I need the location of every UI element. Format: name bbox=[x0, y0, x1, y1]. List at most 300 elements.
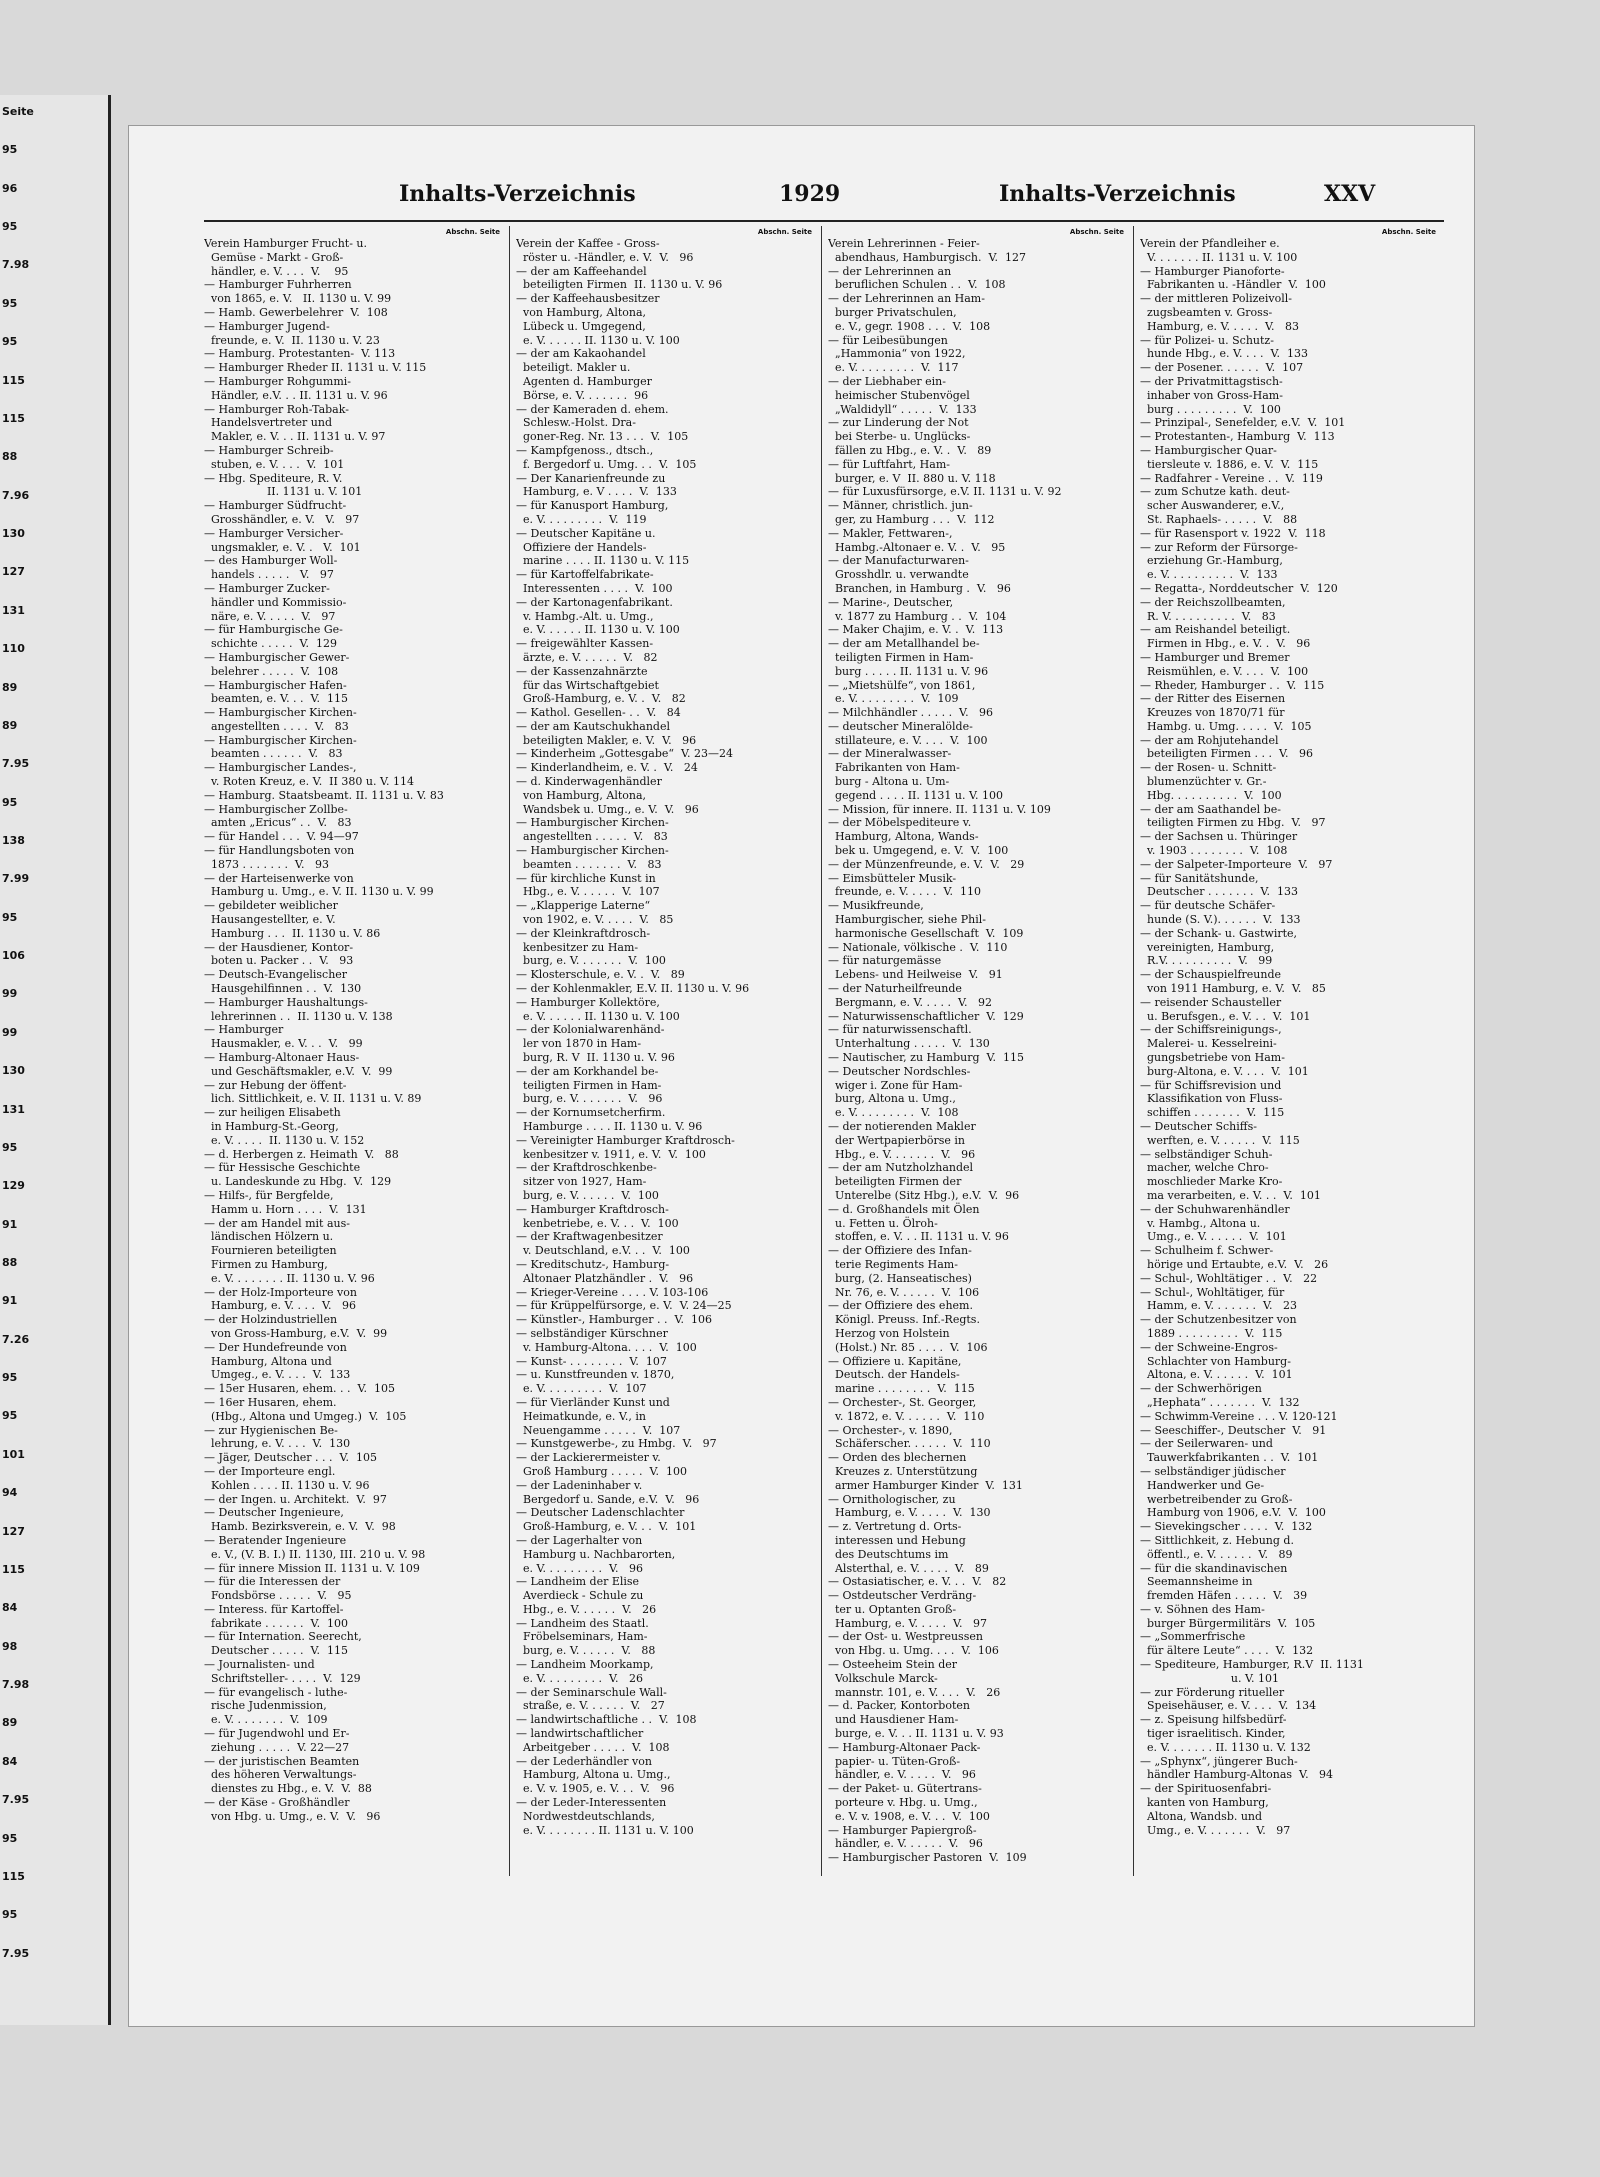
index-entry-line: lehrung, e. V. . . . V. 130 bbox=[204, 1437, 351, 1451]
index-entry-line: v. Hambg., Altona u. bbox=[1140, 1216, 1261, 1230]
index-entry-line: — Deutsch-Evangelischer bbox=[204, 968, 348, 982]
index-entry-line: — u. Kunstfreunden v. 1870, bbox=[516, 1368, 675, 1382]
index-entry-line: — für evangelisch - luthe- bbox=[204, 1685, 348, 1699]
index-entry-line: straße, e. V. . . . . . V. 27 bbox=[516, 1699, 665, 1713]
index-entry-line: — der Lagerhalter von bbox=[516, 1533, 643, 1547]
index-entry-line: — Hamburger Versicher- bbox=[204, 526, 344, 540]
index-entry-line: ger, zu Hamburg . . . V. 112 bbox=[828, 512, 995, 526]
index-entry-line: — Offiziere u. Kapitäne, bbox=[828, 1354, 962, 1368]
index-entry-line: — der am Kautschukhandel bbox=[516, 719, 671, 733]
margin-page-number: 127 bbox=[2, 1524, 25, 1538]
margin-page-number: 115 bbox=[2, 1869, 25, 1883]
index-entry-line: Schlachter von Hamburg- bbox=[1140, 1354, 1291, 1368]
header-left-title: Inhalts-Verzeichnis bbox=[399, 181, 636, 207]
page-number: XXV bbox=[1324, 181, 1376, 207]
index-entry-line: — Hamb. Gewerbelehrer V. 108 bbox=[204, 305, 388, 319]
index-entry-line: — der am Saathandel be- bbox=[1140, 802, 1281, 816]
column-heading: Abschn. Seite bbox=[1069, 228, 1124, 236]
index-entry-line: — d. Herbergen z. Heimath V. 88 bbox=[204, 1147, 399, 1161]
index-entry-line: Tauwerkfabrikanten . . V. 101 bbox=[1140, 1451, 1319, 1465]
index-entry-line: — der Lehrerinnen an bbox=[828, 264, 952, 278]
index-entry-line: Hausangestellter, e. V. bbox=[204, 913, 336, 927]
index-entry-line: — der Mineralwasser- bbox=[828, 747, 952, 761]
index-entry-line: — Landheim der Elise bbox=[516, 1575, 640, 1589]
index-entry-line: — der Ingen. u. Architekt. V. 97 bbox=[204, 1492, 387, 1506]
index-entry-line: werbetreibender zu Groß- bbox=[1140, 1492, 1293, 1506]
index-entry-line: — Hamburgischer Kirchen- bbox=[516, 844, 669, 858]
index-entry-line: — der Kohlenmakler, E.V. II. 1130 u. V. 96 bbox=[516, 982, 750, 996]
index-entry-line: — Rheder, Hamburger . . V. 115 bbox=[1140, 678, 1325, 692]
index-entry-line: — Hamburgischer Kirchen- bbox=[204, 706, 357, 720]
index-entry-line: — Eimsbütteler Musik- bbox=[828, 871, 957, 885]
index-entry-line: von 1902, e. V. . . . . V. 85 bbox=[516, 913, 674, 927]
index-entry-line: — Hamburger Pianoforte- bbox=[1140, 264, 1285, 278]
index-entry-line: Gemüse - Markt - Groß- bbox=[204, 250, 344, 264]
index-entry-line: Umgeg., e. V. . . . V. 133 bbox=[204, 1368, 351, 1382]
index-entry-line: bei Sterbe- u. Unglücks- bbox=[828, 430, 971, 444]
index-entry-line: Hamburg u. Umg., e. V. II. 1130 u. V. 99 bbox=[204, 885, 434, 899]
margin-page-number: 115 bbox=[2, 411, 25, 425]
index-entry-line: — Hamburg. Staatsbeamt. II. 1131 u. V. 83 bbox=[204, 788, 444, 802]
margin-page-number: 95 bbox=[2, 1908, 18, 1922]
index-entry-line: Verein Lehrerinnen - Feier- bbox=[828, 237, 980, 250]
index-entry-line: beteiligten Firmen . . . V. 96 bbox=[1140, 747, 1313, 761]
index-entry-line: v. Hambg.-Alt. u. Umg., bbox=[516, 609, 654, 623]
index-entry-line: armer Hamburger Kinder V. 131 bbox=[828, 1478, 1023, 1492]
index-entry-line: — für Leibesübungen bbox=[828, 333, 948, 347]
margin-page-number: 7.95 bbox=[2, 1793, 30, 1807]
index-entry-line: — Deutscher Kapitäne u. bbox=[516, 526, 656, 540]
index-entry-line: burg, Altona u. Umg., bbox=[828, 1092, 956, 1106]
index-entry-line: v. Deutschland, e.V. . . V. 100 bbox=[516, 1244, 690, 1258]
index-entry-line: Averdieck - Schule zu bbox=[516, 1589, 644, 1603]
index-entry-line: — Hamburger Haushaltungs- bbox=[204, 995, 368, 1009]
index-entry-line: burge, e. V. . . II. 1131 u. V. 93 bbox=[828, 1727, 1004, 1741]
index-entry-line: — Hamburger Rheder II. 1131 u. V. 115 bbox=[204, 361, 427, 375]
index-entry-line: Fabrikanten von Ham- bbox=[828, 761, 960, 775]
index-entry-line: von Hamburg, Altona, bbox=[516, 788, 647, 802]
index-entry-line: e. V. . . . . . . . II. 1130 u. V. 96 bbox=[204, 1271, 375, 1285]
index-entry-line: — der Manufacturwaren- bbox=[828, 554, 969, 568]
index-entry-line: — für Luftfahrt, Ham- bbox=[828, 457, 950, 471]
index-entry-line: — der Salpeter-Importeure V. 97 bbox=[1140, 857, 1333, 871]
index-entry-line: Börse, e. V. . . . . . . 96 bbox=[516, 388, 649, 402]
index-entry-line: scher Auswanderer, e.V., bbox=[1140, 499, 1285, 513]
index-entry-line: — der Seilerwaren- und bbox=[1140, 1437, 1273, 1451]
margin-page-number: 95 bbox=[2, 1140, 18, 1154]
index-entry-line: — Hamburg. Protestanten- V. 113 bbox=[204, 347, 396, 361]
margin-page-number: 84 bbox=[2, 1754, 18, 1768]
index-entry-line: u. Landeskunde zu Hbg. V. 129 bbox=[204, 1175, 392, 1189]
index-entry-line: — Hamburger Jugend- bbox=[204, 319, 330, 333]
index-entry-line: e. V. . . . . . . . V. 109 bbox=[204, 1713, 328, 1727]
margin-page-number: 88 bbox=[2, 450, 18, 464]
index-entry-line: Nordwestdeutschlands, bbox=[516, 1809, 655, 1823]
index-entry-line: — Kinderheim „Gottesgabe“ V. 23—24 bbox=[516, 747, 734, 761]
index-entry-line: Malerei- u. Kesselreini- bbox=[1140, 1037, 1277, 1051]
index-entry-line: — Sievekingscher . . . . V. 132 bbox=[1140, 1520, 1313, 1534]
index-entry-line: II. 1131 u. V. 101 bbox=[204, 485, 363, 499]
index-entry-line: teiligten Firmen in Ham- bbox=[828, 650, 974, 664]
index-entry-line: beteiligten Makler, e. V. V. 96 bbox=[516, 733, 697, 747]
index-entry-line: — Prinzipal-, Senefelder, e.V. V. 101 bbox=[1140, 416, 1346, 430]
index-entry-line: — der Schutzenbesitzer von bbox=[1140, 1313, 1297, 1327]
index-entry-line: Kreuzes von 1870/71 für bbox=[1140, 706, 1285, 720]
index-entry-line: des Deutschtums im bbox=[828, 1547, 949, 1561]
margin-page-number: 95 bbox=[2, 910, 18, 924]
index-entry-line: u. V. 101 bbox=[1140, 1671, 1279, 1685]
index-entry-line: — für innere Mission II. 1131 u. V. 109 bbox=[204, 1561, 420, 1575]
index-entry-line: Grosshändler, e. V. V. 97 bbox=[204, 512, 360, 526]
index-entry-line: v. 1903 . . . . . . . . V. 108 bbox=[1140, 844, 1288, 858]
index-entry-line: — der Sachsen u. Thüringer bbox=[1140, 830, 1298, 844]
index-entry-line: Hamburg . . . II. 1130 u. V. 86 bbox=[204, 926, 381, 940]
index-entry-line: Hbg. . . . . . . . . . V. 100 bbox=[1140, 788, 1282, 802]
index-entry-line: e. V. . . . . . . . . . V. 133 bbox=[1140, 568, 1278, 582]
index-entry-line: „Hammonia“ von 1922, bbox=[828, 347, 966, 361]
index-entry-line: von 1911 Hamburg, e. V. V. 85 bbox=[1140, 982, 1326, 996]
index-entry-line: Alsterthal, e. V. . . . . V. 89 bbox=[828, 1561, 989, 1575]
index-entry-line: Hamburge . . . . II. 1130 u. V. 96 bbox=[516, 1120, 703, 1133]
index-entry-line: — der am Metallhandel be- bbox=[828, 637, 980, 651]
index-entry-line: der Wertpapierbörse in bbox=[828, 1133, 966, 1147]
index-entry-line: — für Kartoffelfabrikate- bbox=[516, 568, 654, 582]
index-entry-line: händler, e. V. . . . . . V. 96 bbox=[828, 1837, 983, 1851]
margin-page-number: 94 bbox=[2, 1486, 18, 1500]
index-entry-line: 1889 . . . . . . . . . V. 115 bbox=[1140, 1326, 1283, 1340]
index-entry-line: papier- u. Tüten-Groß- bbox=[828, 1754, 961, 1768]
index-entry-line: — der am Handel mit aus- bbox=[204, 1216, 350, 1230]
margin-page-number: 91 bbox=[2, 1217, 18, 1231]
index-entry-line: 1873 . . . . . . . V. 93 bbox=[204, 857, 329, 871]
index-entry-line: tiersleute v. 1886, e. V. V. 115 bbox=[1140, 457, 1319, 471]
index-entry-line: — zum Schutze kath. deut- bbox=[1140, 485, 1290, 499]
index-entry-line: — der Schank- u. Gastwirte, bbox=[1140, 926, 1298, 940]
index-entry-line: e. V. . . . . . . . . V. 26 bbox=[516, 1671, 643, 1685]
margin-page-number: 106 bbox=[2, 949, 25, 963]
index-entry-line: — für Handlungsboten von bbox=[204, 844, 355, 858]
margin-page-number: 101 bbox=[2, 1447, 25, 1461]
index-entry-line: — Orchester-, v. 1890, bbox=[828, 1423, 953, 1437]
index-entry-line: — Hamburgischer Gewer- bbox=[204, 650, 350, 664]
index-entry-line: Fabrikanten u. -Händler V. 100 bbox=[1140, 278, 1326, 292]
index-entry-line: — der Kassenzahnärzte bbox=[516, 664, 648, 678]
index-entry-line: — der Rosen- u. Schnitt- bbox=[1140, 761, 1277, 775]
index-entry-line: v. Hamburg-Altona. . . . V. 100 bbox=[516, 1340, 697, 1354]
index-entry-line: — Milchhändler . . . . . V. 96 bbox=[828, 706, 994, 720]
margin-page-number: 95 bbox=[2, 335, 18, 349]
index-entry-line: Altonaer Platzhändler . V. 96 bbox=[516, 1271, 694, 1285]
index-entry-line: boten u. Packer . . V. 93 bbox=[204, 954, 354, 968]
index-entry-line: Deutscher . . . . . V. 115 bbox=[204, 1644, 348, 1658]
index-entry-line: hunde Hbg., e. V. . . . V. 133 bbox=[1140, 347, 1308, 361]
index-entry-line: — deutscher Mineralölde- bbox=[828, 719, 973, 733]
index-entry-line: — der Lederhändler von bbox=[516, 1754, 652, 1768]
index-entry-line: — Kathol. Gesellen- . . V. 84 bbox=[516, 706, 681, 720]
index-entry-line: — Hamburger Rohgummi- bbox=[204, 374, 351, 388]
index-entry-line: macher, welche Chro- bbox=[1140, 1161, 1269, 1175]
index-entry-line: — Hamburgischer Landes-, bbox=[204, 761, 357, 775]
index-entry-line: — „Klapperige Laterne“ bbox=[516, 899, 651, 913]
index-entry-line: — „Sphynx“, jüngerer Buch- bbox=[1140, 1754, 1298, 1768]
index-entry-line: — der Kameraden d. ehem. bbox=[516, 402, 669, 416]
index-page bbox=[128, 125, 1475, 2027]
margin-page-number: 95 bbox=[2, 296, 18, 310]
index-entry-line: e. V. . . . . . . . . V. 108 bbox=[828, 1106, 959, 1120]
index-entry-line: freunde, e. V. . . . . V. 110 bbox=[828, 885, 982, 899]
index-entry-line: dienstes zu Hbg., e. V. V. 88 bbox=[204, 1782, 372, 1796]
index-entry-line: von Hbg. u. Umg., e. V. V. 96 bbox=[204, 1809, 381, 1823]
index-entry-line: — der Ost- u. Westpreussen bbox=[828, 1630, 983, 1644]
margin-page-number: 89 bbox=[2, 1716, 18, 1730]
index-entry-line: (Hbg., Altona und Umgeg.) V. 105 bbox=[204, 1409, 407, 1423]
index-entry-line: Schlesw.-Holst. Dra- bbox=[516, 416, 636, 430]
index-entry-line: — reisender Schausteller bbox=[1140, 995, 1282, 1009]
index-entry-line: Fondsbörse . . . . . V. 95 bbox=[204, 1589, 352, 1603]
index-entry-line: Makler, e. V. . . II. 1131 u. V. 97 bbox=[204, 430, 386, 444]
index-entry-line: e. V. . . . . . II. 1130 u. V. 100 bbox=[516, 623, 680, 637]
index-entry-line: Unterelbe (Sitz Hbg.), e.V. V. 96 bbox=[828, 1188, 1020, 1202]
index-entry-line: — Hamburger Fuhrherren bbox=[204, 278, 352, 292]
index-entry-line: von Hbg. u. Umg. . . . V. 106 bbox=[828, 1644, 999, 1658]
index-entry-line: — Kinderlandheim, e. V. . V. 24 bbox=[516, 761, 698, 775]
index-entry-line: — der Offiziere des Infan- bbox=[828, 1244, 972, 1258]
index-entry-line: — der Kaffeehausbesitzer bbox=[516, 292, 660, 306]
index-entry-line: — z. Vertretung d. Orts- bbox=[828, 1520, 962, 1534]
index-entry-line: goner-Reg. Nr. 13 . . . V. 105 bbox=[516, 430, 689, 444]
index-entry-line: marine . . . . . . . . V. 115 bbox=[828, 1382, 975, 1396]
margin-page-number: 7.98 bbox=[2, 258, 30, 272]
index-entry-line: ziehung . . . . . V. 22—27 bbox=[204, 1740, 350, 1754]
index-entry-line: — Hamburg-Altonaer Pack- bbox=[828, 1740, 981, 1754]
margin-page-number: 131 bbox=[2, 603, 25, 617]
index-entry-line: — d. Großhandels mit Ölen bbox=[828, 1202, 980, 1216]
margin-page-number: 7.96 bbox=[2, 488, 30, 502]
index-entry-line: — für Sanitätshunde, bbox=[1140, 871, 1259, 885]
margin-page-number: 131 bbox=[2, 1102, 25, 1116]
index-entry-line: Hamburg, e. V. . . . . V. 130 bbox=[828, 1506, 991, 1520]
index-entry-line: — der Spirituosenfabri- bbox=[1140, 1782, 1272, 1796]
column-entries bbox=[828, 237, 1124, 1865]
index-entry-line: — Ostasiatischer, e. V. . . V. 82 bbox=[828, 1575, 1007, 1589]
index-entry-line: — der notierenden Makler bbox=[828, 1120, 976, 1133]
index-entry-line: Hambg. u. Umg. . . . . V. 105 bbox=[1140, 719, 1312, 733]
index-entry-line: öffentl., e. V. . . . . . V. 89 bbox=[1140, 1547, 1293, 1561]
index-entry-line: Agenten d. Hamburger bbox=[516, 374, 652, 388]
margin-page-number: 115 bbox=[2, 373, 25, 387]
index-entry-line: — der Offiziere des ehem. bbox=[828, 1299, 973, 1313]
index-entry-line: — Musikfreunde, bbox=[828, 899, 924, 913]
index-entry-line: v. 1872, e. V. . . . . . V. 110 bbox=[828, 1409, 985, 1423]
index-entry-line: — Deutscher Ladenschlachter bbox=[516, 1506, 685, 1520]
index-entry-line: Grosshdlr. u. verwandte bbox=[828, 568, 969, 582]
index-entry-line: Unterhaltung . . . . . V. 130 bbox=[828, 1037, 990, 1051]
margin-page-number: 84 bbox=[2, 1601, 18, 1615]
index-entry-line: werften, e. V. . . . . . V. 115 bbox=[1140, 1133, 1300, 1147]
index-entry-line: — Hamburger bbox=[204, 1023, 284, 1037]
index-entry-line: — für Kanusport Hamburg, bbox=[516, 499, 669, 513]
index-entry-line: — der Käse - Großhändler bbox=[204, 1796, 350, 1810]
index-entry-line: Altona, Wandsb. und bbox=[1140, 1809, 1263, 1823]
index-entry-line: Hambg.-Altonaer e. V. . V. 95 bbox=[828, 540, 1006, 554]
header-right-title: Inhalts-Verzeichnis bbox=[999, 181, 1236, 207]
index-entry-line: freunde, e. V. II. 1130 u. V. 23 bbox=[204, 333, 380, 347]
index-entry-line: e. V., (V. B. I.) II. 1130, III. 210 u. V. 98 bbox=[204, 1547, 426, 1561]
index-entry-line: Hbg., e. V. . . . . . . V. 96 bbox=[828, 1147, 976, 1161]
index-entry-line: e. V. v. 1905, e. V. . . V. 96 bbox=[516, 1782, 675, 1796]
index-entry-line: — der Kraftwagenbesitzer bbox=[516, 1230, 663, 1244]
index-entry-line: Groß Hamburg . . . . . V. 100 bbox=[516, 1464, 687, 1478]
index-entry-line: — Jäger, Deutscher . . . V. 105 bbox=[204, 1451, 378, 1465]
index-entry-line: — der am Rohjutehandel bbox=[1140, 733, 1279, 747]
margin-page-number: 95 bbox=[2, 143, 18, 157]
index-entry-line: — selbständiger Schuh- bbox=[1140, 1147, 1273, 1161]
index-entry-line: — für Vierländer Kunst und bbox=[516, 1395, 670, 1409]
index-entry-line: Hamburg, Altona, Wands- bbox=[828, 830, 979, 844]
index-entry-line: Hamb. Bezirksverein, e. V. V. 98 bbox=[204, 1520, 396, 1534]
index-column-4 bbox=[1140, 226, 1436, 1876]
margin-page-number: 95 bbox=[2, 1831, 18, 1845]
index-entry-line: hunde (S. V.). . . . . . V. 133 bbox=[1140, 913, 1301, 927]
index-entry-line: stillateure, e. V. . . . V. 100 bbox=[828, 733, 988, 747]
margin-page-number: 130 bbox=[2, 1064, 25, 1078]
index-entry-line: ler von 1870 in Ham- bbox=[516, 1037, 642, 1051]
index-entry-line: angestellten . . . . . V. 83 bbox=[516, 830, 668, 844]
margin-page-number: 7.26 bbox=[2, 1332, 30, 1346]
index-entry-line: — für naturgemässe bbox=[828, 954, 942, 968]
index-entry-line: — der Importeure engl. bbox=[204, 1464, 336, 1478]
index-entry-line: e. V. . . . . . . . . V. 119 bbox=[516, 512, 647, 526]
index-entry-line: — der Hausdiener, Kontor- bbox=[204, 940, 354, 954]
index-entry-line: Hamburg, e. V . . . . V. 133 bbox=[516, 485, 677, 499]
index-entry-line: wiger i. Zone für Ham- bbox=[828, 1078, 963, 1092]
index-entry-line: terie Regiments Ham- bbox=[828, 1257, 958, 1271]
index-entry-line: — Ornithologischer, zu bbox=[828, 1492, 956, 1506]
margin-page-number: 7.98 bbox=[2, 1678, 30, 1692]
index-entry-line: — Hbg. Spediteure, R. V. bbox=[204, 471, 343, 485]
index-entry-line: v. 1877 zu Hamburg . . V. 104 bbox=[828, 609, 1007, 623]
index-entry-line: sitzer von 1927, Ham- bbox=[516, 1175, 647, 1189]
index-entry-line: — für Hamburgische Ge- bbox=[204, 623, 343, 637]
index-entry-line: Fröbelseminars, Ham- bbox=[516, 1630, 648, 1644]
index-entry-line: teiligten Firmen zu Hbg. V. 97 bbox=[1140, 816, 1326, 830]
index-entry-line: blumenzüchter v. Gr.- bbox=[1140, 775, 1267, 789]
index-entry-line: — Journalisten- und bbox=[204, 1658, 315, 1672]
index-entry-line: — für naturwissenschaftl. bbox=[828, 1023, 972, 1037]
index-entry-line: — Protestanten-, Hamburg V. 113 bbox=[1140, 430, 1335, 444]
index-entry-line: stoffen, e. V. . . II. 1131 u. V. 96 bbox=[828, 1230, 1009, 1244]
index-column-3 bbox=[828, 226, 1124, 1876]
index-entry-line: Handelsvertreter und bbox=[204, 416, 333, 430]
index-entry-line: — Ostdeutscher Verdräng- bbox=[828, 1589, 977, 1603]
index-entry-line: — Hamburgischer Hafen- bbox=[204, 678, 347, 692]
index-entry-line: — der Schweine-Engros- bbox=[1140, 1340, 1278, 1354]
index-entry-line: — der Kraftdroschkenbe- bbox=[516, 1161, 657, 1175]
index-entry-line: — Deutscher Ingenieure, bbox=[204, 1506, 344, 1520]
index-entry-line: beamten . . . . . . V. 83 bbox=[204, 747, 343, 761]
index-entry-line: — Spediteure, Hamburger, R.V II. 1131 bbox=[1140, 1658, 1364, 1672]
index-entry-line: e. V. . . . . . . . . V. 107 bbox=[516, 1382, 647, 1396]
column-divider bbox=[821, 226, 822, 1876]
index-entry-line: — der Naturheilfreunde bbox=[828, 982, 962, 996]
index-entry-line: e. V. . . . . . . . . V. 96 bbox=[516, 1561, 643, 1575]
index-entry-line: händler, e. V. . . . V. 95 bbox=[204, 264, 349, 278]
index-entry-line: Hamburgischer, siehe Phil- bbox=[828, 913, 986, 927]
index-entry-line: — d. Kinderwagenhändler bbox=[516, 775, 662, 789]
index-entry-line: — für Polizei- u. Schutz- bbox=[1140, 333, 1274, 347]
index-entry-line: burg, (2. Hanseatisches) bbox=[828, 1271, 972, 1285]
index-entry-line: — für Jugendwohl und Er- bbox=[204, 1727, 350, 1741]
index-entry-line: — Kreditschutz-, Hamburg- bbox=[516, 1257, 670, 1271]
index-entry-line: Königl. Preuss. Inf.-Regts. bbox=[828, 1313, 980, 1327]
page-header bbox=[129, 181, 1474, 221]
index-entry-line: Hamburg, e. V. . . . . V. 83 bbox=[1140, 319, 1299, 333]
index-entry-line: — der Seminarschule Wall- bbox=[516, 1685, 667, 1699]
index-entry-line: Hamm, e. V. . . . . . . V. 23 bbox=[1140, 1299, 1297, 1313]
index-entry-line: burg, e. V. . . . . . . V. 96 bbox=[516, 1092, 663, 1106]
margin-page-number: 95 bbox=[2, 220, 18, 234]
index-entry-line: — zur Förderung ritueller bbox=[1140, 1685, 1285, 1699]
index-entry-line: — Hamburger Papiergroß- bbox=[828, 1823, 977, 1837]
index-entry-line: Groß-Hamburg, e. V. . V. 82 bbox=[516, 692, 686, 706]
index-entry-line: beteiligt. Makler u. bbox=[516, 361, 631, 375]
index-entry-line: kenbesitzer zu Ham- bbox=[516, 940, 639, 954]
index-entry-line: Volkschule Marck- bbox=[828, 1671, 938, 1685]
index-entry-line: beamten . . . . . . . V. 83 bbox=[516, 857, 662, 871]
index-entry-line: — zur Hygienischen Be- bbox=[204, 1423, 338, 1437]
index-entry-line: fabrikate . . . . . . V. 100 bbox=[204, 1616, 349, 1630]
index-entry-line: e. V. . . . . . . II. 1130 u. V. 132 bbox=[1140, 1740, 1311, 1754]
index-entry-line: burg, R. V II. 1130 u. V. 96 bbox=[516, 1051, 675, 1065]
index-entry-line: teiligten Firmen in Ham- bbox=[516, 1078, 662, 1092]
margin-page-number: 99 bbox=[2, 1025, 18, 1039]
index-entry-line: mannstr. 101, e. V. . . . V. 26 bbox=[828, 1685, 1001, 1699]
index-entry-line: — zur Reform der Fürsorge- bbox=[1140, 540, 1298, 554]
index-entry-line: e. V. . . . . II. 1130 u. V. 152 bbox=[204, 1133, 365, 1147]
index-entry-line: — Hamburger Zucker- bbox=[204, 581, 330, 595]
index-entry-line: — Der Kanarienfreunde zu bbox=[516, 471, 666, 485]
index-entry-line: — der Reichszollbeamten, bbox=[1140, 595, 1286, 609]
index-entry-line: — Orden des blechernen bbox=[828, 1451, 967, 1465]
index-entry-line: — der Lehrerinnen an Ham- bbox=[828, 292, 985, 306]
index-entry-line: Branchen, in Hamburg . V. 96 bbox=[828, 581, 1011, 595]
index-entry-line: Umg., e. V. . . . . . . V. 97 bbox=[1140, 1823, 1291, 1837]
margin-page-number: Seite bbox=[2, 105, 34, 118]
column-divider bbox=[1133, 226, 1134, 1876]
index-entry-line: — Hamburger Kraftdrosch- bbox=[516, 1202, 669, 1216]
index-entry-line: und Hausdiener Ham- bbox=[828, 1713, 959, 1727]
index-entry-line: Hamburg von 1906, e.V. V. 100 bbox=[1140, 1506, 1326, 1520]
index-entry-line: — der Schauspielfreunde bbox=[1140, 968, 1282, 982]
index-entry-line: — der Kolonialwarenhänd- bbox=[516, 1023, 665, 1037]
margin-page-number: 138 bbox=[2, 833, 25, 847]
index-entry-line: Wandsbek u. Umg., e. V. V. 96 bbox=[516, 802, 699, 816]
column-heading: Abschn. Seite bbox=[445, 228, 500, 236]
index-entry-line: — Maker Chajim, e. V. . V. 113 bbox=[828, 623, 1004, 637]
index-entry-line: Hamburg, Altona u. Umg., bbox=[516, 1768, 671, 1782]
index-entry-line: Hamburg, e. V. . . . . V. 97 bbox=[828, 1616, 987, 1630]
index-entry-line: hörige und Ertaubte, e.V. V. 26 bbox=[1140, 1257, 1329, 1271]
index-entry-line: Klassifikation von Fluss- bbox=[1140, 1092, 1283, 1106]
index-entry-line: — freigewählter Kassen- bbox=[516, 637, 654, 651]
index-entry-line: — der Münzenfreunde, e. V. V. 29 bbox=[828, 857, 1025, 871]
index-entry-line: fremden Häfen . . . . . V. 39 bbox=[1140, 1589, 1308, 1603]
index-entry-line: — der Möbelspediteure v. bbox=[828, 816, 972, 830]
index-entry-line: händler Hamburg-Altonas V. 94 bbox=[1140, 1768, 1334, 1782]
margin-page-number: 110 bbox=[2, 642, 25, 656]
index-entry-line: lich. Sittlichkeit, e. V. II. 1131 u. V. 89 bbox=[204, 1092, 422, 1106]
margin-page-number: 129 bbox=[2, 1179, 25, 1193]
